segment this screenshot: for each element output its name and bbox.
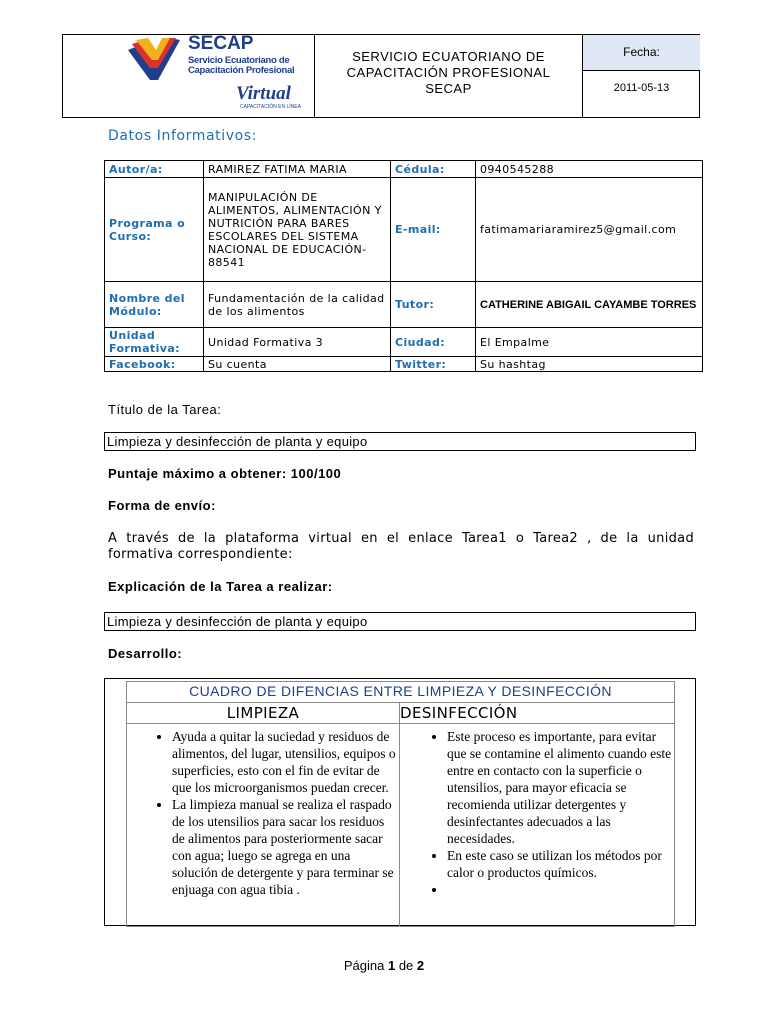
org-line: CAPACITACIÓN PROFESIONAL bbox=[346, 65, 551, 80]
autor-label: Autor/a: bbox=[105, 161, 204, 178]
logo-subtitle: Servicio Ecuatoriano de bbox=[188, 55, 290, 66]
tutor-value: CATHERINE ABIGAIL CAYAMBE TORRES bbox=[476, 282, 703, 328]
twitter-label: Twitter: bbox=[391, 357, 476, 372]
desinfeccion-list bbox=[401, 728, 673, 898]
page-footer bbox=[0, 958, 768, 973]
secap-logo bbox=[0, 33, 301, 116]
col-header-limpieza: LIMPIEZA bbox=[127, 703, 400, 724]
explicacion-label: Explicación de la Tarea a realizar: bbox=[108, 579, 333, 594]
logo-brand: SECAP bbox=[188, 33, 254, 54]
cuadro-title: CUADRO DE DIFENCIAS ENTRE LIMPIEZA Y DESINFECCIÓN bbox=[127, 682, 675, 703]
logo-mark-icon bbox=[124, 36, 184, 82]
list-item: • En este caso se utilizan los métodos por calor o productos químicos. bbox=[447, 847, 673, 881]
logo-subtitle: Capacitación Profesional bbox=[188, 65, 295, 76]
explicacion-value: Limpieza y desinfección de planta y equipo bbox=[104, 612, 696, 631]
ciudad-value: El Empalme bbox=[476, 328, 703, 357]
footer-total-pages: 2 bbox=[416, 958, 425, 973]
twitter-value: Su hashtag bbox=[476, 357, 703, 372]
forma-text: A través de la plataforma virtual en el enlace Tarea1 o Tarea2 , de la unidad formativa correspondiente: bbox=[108, 531, 694, 562]
puntaje-label: Puntaje máximo a obtener: 100/100 bbox=[108, 466, 342, 481]
titulo-value: Limpieza y desinfección de planta y equipo bbox=[104, 432, 696, 451]
facebook-value: Su cuenta bbox=[204, 357, 391, 372]
col-header-desinfeccion: DESINFECCIÓN bbox=[400, 703, 675, 724]
info-table bbox=[104, 160, 703, 372]
programa-label: Programa o Curso: bbox=[105, 178, 204, 282]
logo-virtual: Virtual bbox=[236, 83, 291, 104]
modulo-label: Nombre del Módulo: bbox=[105, 282, 204, 328]
limpieza-cell bbox=[127, 724, 400, 927]
footer-pagina: Página bbox=[343, 958, 385, 973]
cedula-label: Cédula: bbox=[391, 161, 476, 178]
list-item: • Ayuda a quitar la suciedad y residuos de alimentos, del lugar, utensilios, equipos o superficies, esto con el fin de evitar de que los microorganismos puedan crecer. bbox=[172, 728, 398, 796]
unidad-value: Unidad Formativa 3 bbox=[204, 328, 391, 357]
email-label: E-mail: bbox=[391, 178, 476, 282]
cedula-value: 0940545288 bbox=[476, 161, 703, 178]
header-divider bbox=[583, 70, 700, 71]
org-line: SERVICIO ECUATORIANO DE bbox=[352, 49, 545, 64]
footer-current-page: 1 bbox=[387, 958, 396, 973]
ciudad-label: Ciudad: bbox=[391, 328, 476, 357]
list-item: • Este proceso es importante, para evitar que se contamine el alimento cuando este entre en contacto con la superficie o utensilios, para mayor eficacia se recomienda utilizar detergentes y desinfectantes adecuados a las necesidades. bbox=[447, 728, 673, 847]
forma-label: Forma de envío: bbox=[108, 498, 216, 513]
desarrollo-label: Desarrollo: bbox=[108, 646, 183, 661]
organization-name bbox=[315, 49, 582, 97]
org-line: SECAP bbox=[425, 81, 472, 96]
cuadro-table bbox=[126, 681, 675, 927]
tutor-label: Tutor: bbox=[391, 282, 476, 328]
logo-tagline: CAPACITACIÓN EN LÍNEA bbox=[240, 104, 301, 110]
autor-value: RAMIREZ FATIMA MARIA bbox=[204, 161, 391, 178]
list-item bbox=[447, 881, 673, 898]
fecha-label: Fecha: bbox=[583, 35, 700, 70]
limpieza-list bbox=[128, 728, 398, 898]
unidad-label: Unidad Formativa: bbox=[105, 328, 204, 357]
programa-value: MANIPULACIÓN DE ALIMENTOS, ALIMENTACIÓN Y NUTRICIÓN PARA BARES ESCOLARES DEL SISTEMA NACIONAL DE EDUCACIÓN-88541 bbox=[204, 178, 391, 282]
modulo-value: Fundamentación de la calidad de los alimentos bbox=[204, 282, 391, 328]
titulo-label: Título de la Tarea: bbox=[108, 402, 222, 417]
email-value: fatimamariaramirez5@gmail.com bbox=[476, 178, 703, 282]
section-title-datos: Datos Informativos: bbox=[108, 128, 258, 144]
fecha-value: 2011-05-13 bbox=[613, 82, 670, 94]
footer-de: de bbox=[398, 958, 414, 973]
desinfeccion-cell bbox=[400, 724, 675, 927]
list-item: • La limpieza manual se realiza el raspado de los utensilios para sacar los residuos de alimentos para posteriormente sacar con agua; luego se agrega en una solución de detergente y para terminar se enjuaga con agua tibia . bbox=[172, 796, 398, 898]
facebook-label: Facebook: bbox=[105, 357, 204, 372]
